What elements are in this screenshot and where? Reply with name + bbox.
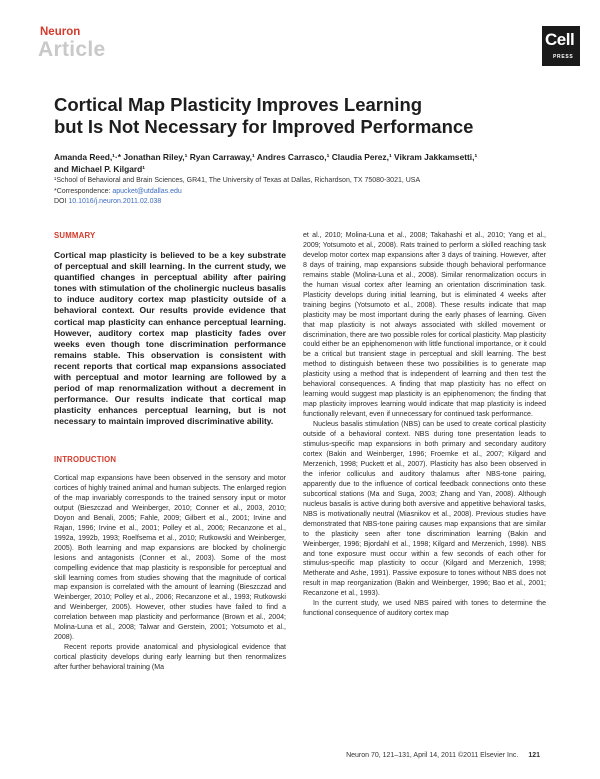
affiliation: ¹School of Behavioral and Brain Sciences, GR41, The University of Texas at Dallas, Richardson, TX 75080-3021, USA: [54, 177, 421, 184]
right-paragraph-1: et al., 2010; Molina-Luna et al., 2008; Takahashi et al., 2010; Yang et al., 2009; Yotsumoto et al., 2008). Rats trained to perform a skilled reaching task develop motor cortex map expansions after 3 days of training. However, after 8 days of training, map expansions subside though behavioral performance remains stable (Molina-Luna et al., 2008). Similar renormalization occurs in the human visual cortex after learning an orientation discrimination task. Plasticity develops during initial learning, but is eliminated 4 weeks after training begins (Yotsumoto et al., 2008). These results indicate that map plasticity may be most important during the early phases of learning. Given that map plasticity is not always associated with skilled movement or discrimination, there are two possible roles for cortical plasticity. Map plasticity could either be an epiphenomenon with little functional importance, or it could be a critical but transient stage in perceptual and skill learning. The best method to distinguish between these two possibilities is to generate map plasticity using a method that is independent of learning and then test the behavioral consequences. A finding that map plasticity has no effect on learning would suggest map plasticity is an epiphenomenon; the finding that map plasticity improves learning would indicate that map plasticity is indeed functionally relevant, even if unnecessary for continued task performance.: [303, 232, 546, 419]
paper-title: [54, 94, 554, 138]
journal-name: Neuron: [40, 26, 81, 38]
page-footer: [346, 752, 540, 759]
authors-line-2: and Michael P. Kilgard¹: [54, 163, 146, 174]
logo-word: Cell: [545, 30, 575, 49]
right-column: [303, 231, 546, 619]
author-list: [54, 152, 554, 175]
article-type-label: Article: [38, 38, 106, 61]
page-number: 121: [528, 752, 540, 759]
doi-label: DOI: [54, 198, 69, 205]
doi: [54, 197, 554, 208]
doi-link[interactable]: 10.1016/j.neuron.2011.02.038: [68, 198, 162, 205]
logo-sub: PRESS: [553, 54, 574, 60]
authors-line-1: Amanda Reed,¹·* Jonathan Riley,¹ Ryan Carraway,¹ Andres Carrasco,¹ Claudia Perez,¹ Vikram Jakkamsetti,¹: [54, 152, 478, 162]
right-paragraph-3: In the current study, we used NBS paired with tones to determine the functional consequence of auditory cortex map: [303, 600, 546, 618]
correspondence-email-link[interactable]: apucket@utdallas.edu: [112, 187, 182, 195]
title-line-1: Cortical Map Plasticity Improves Learning: [54, 94, 423, 115]
introduction-heading: INTRODUCTION: [54, 455, 117, 464]
intro-paragraph-2: Recent reports provide anatomical and physiological evidence that cortical plasticity develops during early learning but then renormalizes after further behavioral training (Ma: [54, 644, 286, 672]
intro-paragraph-1: Cortical map expansions have been observed in the sensory and motor cortices of highly trained animal and human subjects. The enlarged region of the map invariably corresponds to the trained sensory input or motor output (Bieszczad and Weinberger, 2010; Conner et al., 2003, 2010; Doyon and Benali, 2005; Fahle, 2009; Gilbert et al., 2001; Irvine and Rajan, 1996; Irvine et al., 2001; Polley et al., 2006; Recanzone et al., 1992a, 1992b, 1993; Roelfsema et al., 2010; Rutkowski and Weinberger, 2005). Both learning and map expansions are blocked by cholinergic lesions and antagonists (Conner et al., 2003). Some of the most compelling evidence that map plasticity is responsible for perceptual and skill learning comes from studies showing that the magnitude of cortical map expansion is correlated with the amount of learning (Bieszczad and Weinberger, 2010; Polley et al., 2006; Recanzone et al., 1993; Rutkowski and Weinberger, 2005). However, other studies have failed to find a correlation between map plasticity and performance (Brown et al., 2004; Molina-Luna et al., 2008; Talwar and Gerstein, 2001; Yotsumoto et al., 2008).: [54, 475, 286, 642]
footer-citation: Neuron 70, 121–131, April 14, 2011 ©2011 Elsevier Inc.: [346, 752, 519, 759]
introduction-column: [54, 474, 286, 673]
summary-text: Cortical map plasticity is believed to be a key substrate of perceptual and skill learning. In the current study, we quantified changes in perceptual ability after pairing tones with stimulation of the cholinergic nucleus basalis to induce auditory cortex map plasticity outside of a behavioral context. Our results provide evidence that cortical map plasticity can enhance perceptual learning. However, auditory cortex map plasticity fades over weeks even though tone discrimination performance remains stable. This observation is consistent with recent reports that cortical map expansions associated with perceptual and motor learning are followed by a period of map renormalization without a decrement in performance. Our results indicate that cortical map plasticity enhances perceptual learning, but is not necessary to maintain improved discriminative ability.: [54, 250, 286, 427]
summary-heading: SUMMARY: [54, 231, 96, 240]
right-paragraph-2: Nucleus basalis stimulation (NBS) can be used to create cortical plasticity outside of a behavioral context. NBS during tone presentation leads to stimulus-specific map expansions in both primary and secondary auditory cortex (Bakin and Weinberger, 1996; Froemke et al., 2007; Kilgard and Merzenich, 1998; Puckett et al., 2007). Plasticity has also been observed in the inferior colliculus and auditory thalamus after NBS-tone pairing, apparently due to the influence of cortical feedback connections onto these subcortical stations (Ma and Suga, 2003; Zhang and Yan, 2008). Although nucleus basalis is active during both aversive and appetitive behavioral tasks, NBS is motivationally neutral (Miasnikov et al., 2008). Previous studies have demonstrated that NBS-tone pairing causes map expansions that are similar to the plasticity seen after tone discrimination learning (Bakin and Weinberger, 1996; Bjordahl et al., 1998; Kilgard and Merzenich, 1998). NBS and tone exposure must occur within a few seconds of each other for stimulus-specific map plasticity to occur (Kilgard and Merzenich, 1998; Metherate and Ashe, 1991). Passive exposure to tones without NBS does not result in map reorganization (Bakin and Weinberger, 1996; Bao et al., 2001; Recanzone et al., 1993).: [303, 421, 546, 598]
title-line-2: but Is Not Necessary for Improved Performance: [54, 116, 474, 137]
correspondence: [54, 187, 554, 198]
cell-press-logo: [542, 26, 580, 66]
correspondence-label: *Correspondence:: [54, 187, 113, 195]
article-meta: [54, 176, 554, 208]
